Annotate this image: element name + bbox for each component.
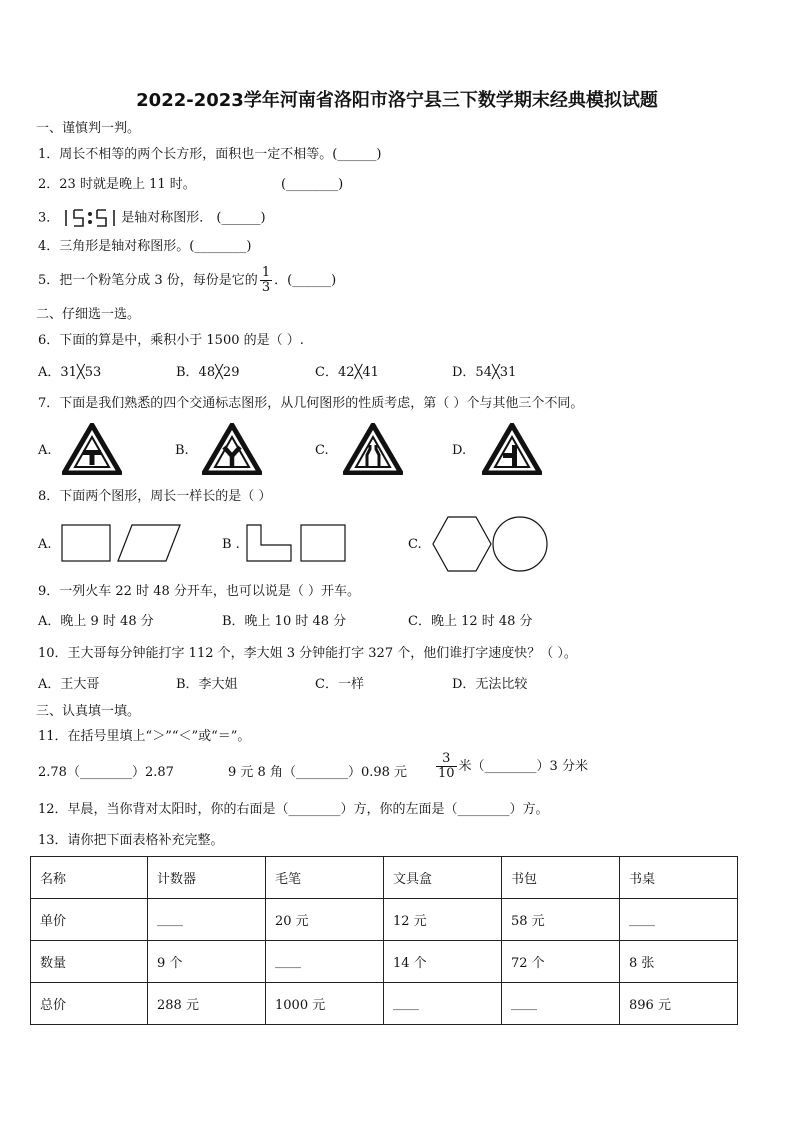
q11-part-c-suffix: 米（________）3 分米 — [458, 759, 588, 774]
q8-label-c: C. — [408, 537, 422, 552]
table-cell: ____ — [148, 899, 266, 941]
question-13: 13．请你把下面表格补充完整。 — [38, 833, 224, 848]
clock-digits-icon — [59, 207, 121, 229]
table-cell: 数量 — [31, 941, 148, 983]
table-cell: 8 张 — [620, 941, 738, 983]
section-2-heading: 二、仔细选一选。 — [36, 307, 141, 322]
table-row — [31, 899, 738, 941]
table-cell: 1000 元 — [266, 983, 384, 1025]
table-cell: ____ — [620, 899, 738, 941]
table-cell: ____ — [502, 983, 620, 1025]
question-9: 9．一列火车 22 时 48 分开车，也可以说是（ ）开车。 — [38, 584, 361, 599]
table-header-cell: 书包 — [502, 857, 620, 899]
question-3 — [38, 207, 266, 229]
q10-option-a: A．王大哥 — [38, 677, 100, 692]
table-cell: 12 元 — [384, 899, 502, 941]
question-7: 7．下面是我们熟悉的四个交通标志图形，从几何图形的性质考虑，第（ ）个与其他三个不同。 — [38, 396, 584, 411]
q7-label-a: A. — [38, 443, 52, 458]
question-3-suffix: 是轴对称图形． (______) — [121, 210, 266, 226]
section-1-heading: 一、谨慎判一判。 — [36, 121, 141, 136]
l-shape-and-rectangle-figure — [245, 523, 349, 565]
table-cell: 总价 — [31, 983, 148, 1025]
q7-label-d: D. — [452, 443, 467, 458]
question-2: 2．23 时就是晚上 11 时。 — [38, 177, 196, 192]
question-6: 6．下面的算是中，乘积小于 1500 的是（ ）. — [38, 333, 304, 348]
q7-label-b: B. — [175, 443, 189, 458]
q11-part-c — [434, 752, 588, 781]
q9-option-b: B．晚上 10 时 48 分 — [222, 614, 347, 629]
fraction-denominator: 3 — [261, 280, 271, 295]
question-10: 10．王大哥每分钟能打字 112 个，李大姐 3 分钟能打字 327 个，他们谁打字速度快？（ ）。 — [38, 646, 577, 661]
price-table — [30, 856, 738, 1025]
question-4: 4．三角形是轴对称图形。(________) — [38, 239, 252, 254]
q6-option-c: C．42╳41 — [315, 365, 379, 380]
page-title: 2022-2023学年河南省洛阳市洛宁县三下数学期末经典模拟试题 — [136, 90, 658, 111]
table-header-cell: 书桌 — [620, 857, 738, 899]
q6-option-b: B．48╳29 — [176, 365, 240, 380]
q6-option-a: A．31╳53 — [38, 365, 102, 380]
q11-part-b: 9 元 8 角（________）0.98 元 — [228, 765, 408, 780]
section-3-heading: 三、认真填一填。 — [36, 704, 141, 719]
y-junction-sign-icon — [202, 423, 262, 475]
question-5-prefix: 5．把一个粉笔分成 3 份，每份是它的 — [38, 273, 258, 288]
side-junction-sign-icon — [482, 423, 542, 475]
question-2-blank: (________) — [281, 177, 344, 192]
q6-option-d: D．54╳31 — [452, 365, 517, 380]
fraction-three-tenths — [436, 752, 457, 781]
table-row — [31, 857, 738, 899]
table-cell: ____ — [384, 983, 502, 1025]
question-3-prefix: 3． — [38, 210, 60, 226]
q10-option-d: D．无法比较 — [452, 677, 528, 692]
q8-label-b: B . — [222, 537, 240, 552]
table-cell: ____ — [266, 941, 384, 983]
question-5-suffix: ．(______) — [274, 273, 337, 288]
table-cell: 58 元 — [502, 899, 620, 941]
table-header-cell: 名称 — [31, 857, 148, 899]
fraction-denominator: 10 — [438, 766, 455, 781]
question-11: 11．在括号里填上“＞”“＜”或“＝”。 — [38, 729, 251, 744]
fraction-one-third — [260, 266, 272, 295]
hexagon-and-circle-figure — [430, 514, 552, 574]
table-header-cell: 计数器 — [148, 857, 266, 899]
table-cell: 9 个 — [148, 941, 266, 983]
question-12: 12．早晨，当你背对太阳时，你的右面是（________）方，你的左面是（________）方。 — [38, 802, 549, 817]
table-cell: 14 个 — [384, 941, 502, 983]
table-cell: 72 个 — [502, 941, 620, 983]
question-8: 8．下面两个图形，周长一样长的是（ ） — [38, 489, 272, 504]
q10-option-c: C．一样 — [315, 677, 364, 692]
q9-option-c: C．晚上 12 时 48 分 — [408, 614, 533, 629]
table-cell: 288 元 — [148, 983, 266, 1025]
narrow-road-sign-icon — [343, 423, 403, 475]
table-header-cell: 文具盒 — [384, 857, 502, 899]
q7-label-c: C. — [315, 443, 329, 458]
table-cell: 单价 — [31, 899, 148, 941]
q8-label-a: A. — [38, 537, 52, 552]
table-cell: 20 元 — [266, 899, 384, 941]
question-5 — [38, 266, 336, 295]
q9-option-a: A．晚上 9 时 48 分 — [38, 614, 154, 629]
t-junction-sign-icon — [62, 423, 122, 475]
table-row — [31, 983, 738, 1025]
q10-option-b: B．李大姐 — [176, 677, 238, 692]
q11-part-a: 2.78（________）2.87 — [38, 765, 174, 780]
fraction-numerator: 3 — [436, 752, 457, 767]
fraction-numerator: 1 — [261, 265, 271, 280]
table-cell: 896 元 — [620, 983, 738, 1025]
table-row — [31, 941, 738, 983]
rectangle-and-parallelogram-figure — [60, 523, 186, 565]
question-1: 1．周长不相等的两个长方形，面积也一定不相等。(______) — [38, 147, 382, 162]
table-header-cell: 毛笔 — [266, 857, 384, 899]
